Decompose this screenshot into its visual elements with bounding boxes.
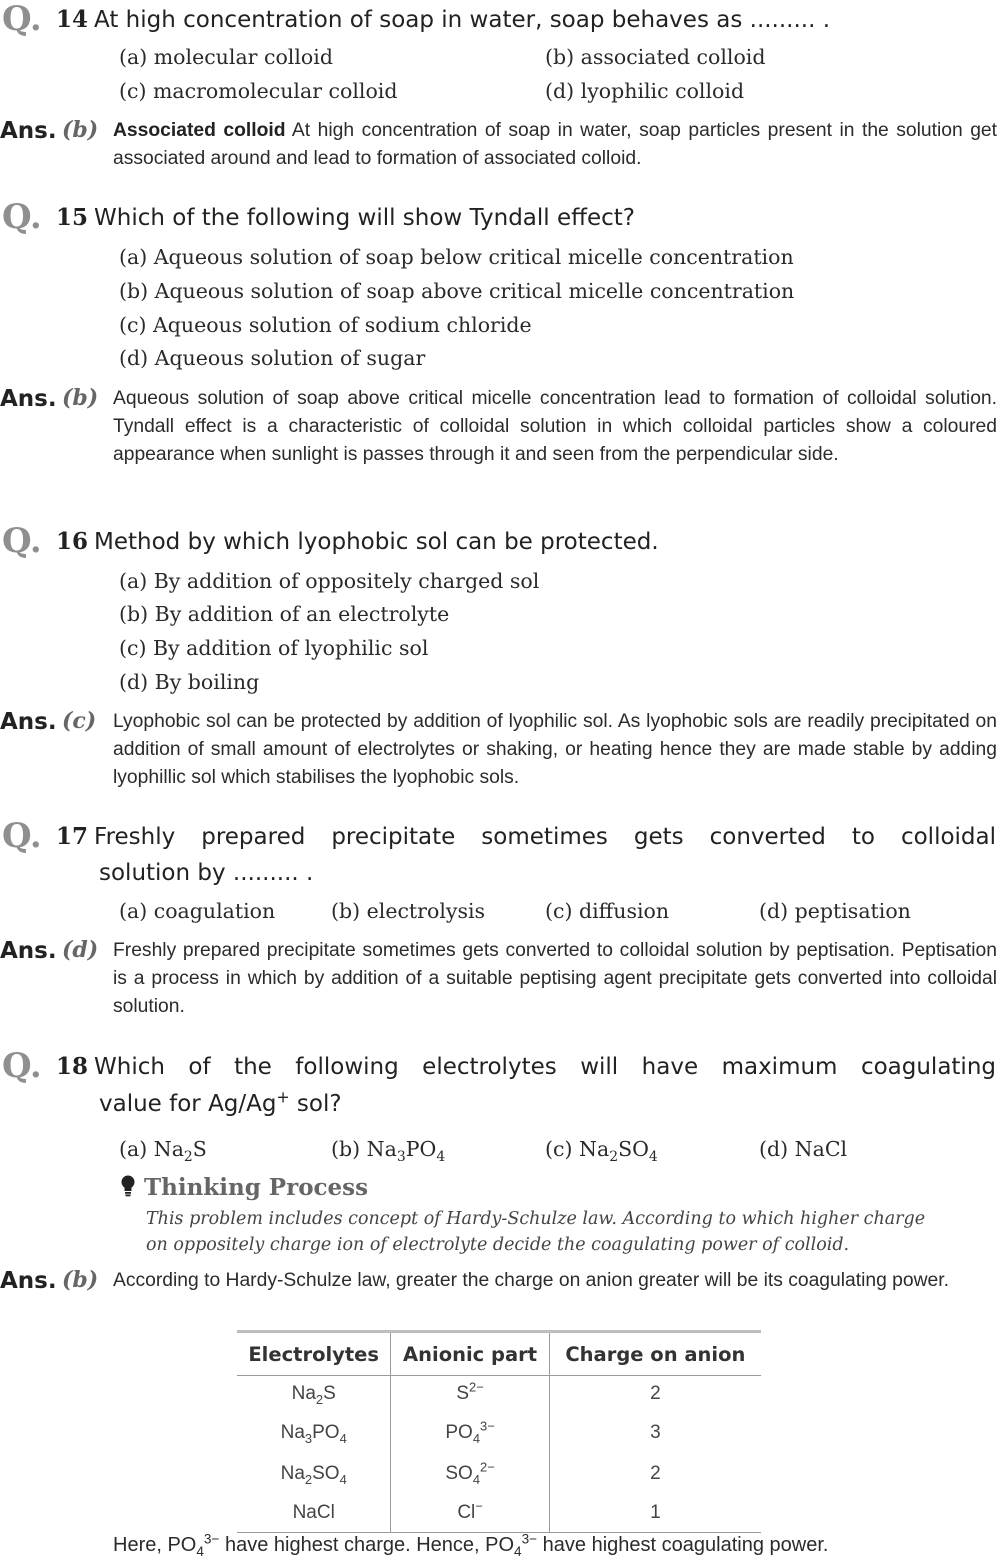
answer-label: Ans. <box>0 118 57 144</box>
question-text: At high concentration of soap in water, soap behaves as ......... . <box>94 7 831 33</box>
formula-part: Na <box>366 1137 397 1161</box>
thinking-title: Thinking Process <box>144 1174 369 1201</box>
option-label: (a) <box>119 1137 148 1161</box>
charge-cell: 2 <box>549 1454 761 1494</box>
question-number: 18 <box>56 1053 89 1080</box>
formula-part: S <box>192 1137 207 1161</box>
question-q18-line1 <box>56 1049 996 1085</box>
subscript: 4 <box>436 1149 446 1166</box>
subscript: 4 <box>648 1149 658 1166</box>
option-c: (c) By addition of lyophilic sol <box>119 636 429 660</box>
option-d <box>759 1132 847 1166</box>
answer-text-q18: According to Hardy-Schulze law, greater the charge on anion greater will be its coagulating power. <box>113 1270 949 1291</box>
question-mark-q14: Q. <box>2 0 42 39</box>
question-text: Which of the following electrolytes will have maximum coagulating <box>94 1054 996 1080</box>
option-a: (a) coagulation <box>119 899 276 923</box>
option-label: (b) <box>331 1137 361 1161</box>
option-d: (d) Aqueous solution of sugar <box>119 346 426 370</box>
column-header: Charge on anion <box>549 1332 761 1376</box>
electrolyte-cell: $Na_2SO_4$ <box>280 1463 347 1487</box>
question-text: Method by which lyophobic sol can be protected. <box>94 529 659 555</box>
option-d: (d) By boiling <box>119 670 260 694</box>
column-header: Electrolytes <box>237 1332 391 1376</box>
question-mark-q16: Q. <box>2 521 42 561</box>
question-number: 17 <box>56 823 89 850</box>
option-c: (c) diffusion <box>545 899 670 923</box>
answer-letter: (b) <box>62 117 99 143</box>
answer-letter: (d) <box>62 937 99 963</box>
option-a: (a) By addition of oppositely charged sol <box>119 569 540 593</box>
question-number: 15 <box>56 204 89 231</box>
anion-cell: Cl− <box>391 1494 549 1533</box>
option-b <box>331 1132 445 1166</box>
subscript: 2 <box>609 1149 619 1166</box>
question-q14 <box>56 2 996 38</box>
option-a: (a) Aqueous solution of soap below critical micelle concentration <box>119 245 794 269</box>
electrolytes-table <box>237 1330 761 1533</box>
option-c: (c) Aqueous solution of sodium chloride <box>119 313 532 337</box>
option-c <box>545 1132 658 1166</box>
table-row <box>237 1376 761 1413</box>
column-header: Anionic part <box>391 1332 549 1376</box>
option-b: (b) Aqueous solution of soap above critical micelle concentration <box>119 279 795 303</box>
question-mark-q18: Q. <box>2 1046 42 1086</box>
answer-text-q16: Lyophobic sol can be protected by addition of lyophilic sol. As lyophobic sols are readily precipitated on addition of small amount of electrolytes or shaking, or heating hence they are made stable by adding lyophillic sol which stabilises the lyophobic sols. <box>113 711 997 788</box>
answer-body: At high concentration of soap in water, soap particles present in the solution get associated around and lead to formation of associated colloid. <box>113 120 998 169</box>
electrolyte-cell: NaCl <box>237 1494 391 1533</box>
subscript: 3 <box>396 1149 406 1166</box>
option-c: (c) macromolecular colloid <box>119 79 398 103</box>
table-row <box>237 1494 761 1533</box>
electrolyte-cell: $Na_2S$ <box>291 1383 336 1407</box>
option-label: (d) <box>759 1137 789 1161</box>
question-text: Freshly prepared precipitate sometimes gets converted to colloidal <box>94 824 996 850</box>
answer-letter: (b) <box>62 1267 99 1293</box>
question-text-part: value for Ag/Ag <box>99 1091 277 1117</box>
question-mark-q17: Q. <box>2 816 42 856</box>
question-number: 16 <box>56 528 89 555</box>
answer-letter: (b) <box>62 385 99 411</box>
formula-part: Na <box>153 1137 184 1161</box>
electrolyte-cell: $Na_3PO_4$ <box>280 1422 347 1446</box>
answer-label: Ans. <box>0 386 57 412</box>
question-q18-line2 <box>99 1086 996 1122</box>
formula-part: PO <box>405 1137 437 1161</box>
table-header-row <box>237 1332 761 1376</box>
answer-label: Ans. <box>0 1268 57 1294</box>
anion-cell: $S^{2-}$ <box>391 1376 549 1413</box>
question-mark-q15: Q. <box>2 197 42 237</box>
charge-cell: 2 <box>549 1376 761 1413</box>
option-a: (a) molecular colloid <box>119 45 333 69</box>
superscript: + <box>276 1087 290 1107</box>
question-q17-line2: solution by ......... . <box>99 860 314 886</box>
option-d: (d) lyophilic colloid <box>545 79 745 103</box>
charge-cell: 1 <box>549 1494 761 1533</box>
option-b: (b) electrolysis <box>331 899 486 923</box>
option-d: (d) peptisation <box>759 899 911 923</box>
thinking-text: This problem includes concept of Hardy-Schulze law. According to which higher charge on oppositely charge ion of electrolyte decide the coagulating power of colloid. <box>146 1209 926 1255</box>
option-b: (b) By addition of an electrolyte <box>119 602 450 626</box>
answer-label: Ans. <box>0 709 57 735</box>
formula-part: NaCl <box>794 1137 848 1161</box>
charge-cell: 3 <box>549 1412 761 1454</box>
question-text-part: sol? <box>289 1091 342 1117</box>
option-a <box>119 1132 207 1166</box>
table-row <box>237 1454 761 1494</box>
subscript: 2 <box>183 1149 193 1166</box>
option-b: (b) associated colloid <box>545 45 766 69</box>
formula-part: Na <box>579 1137 610 1161</box>
answer-letter: (c) <box>62 708 97 734</box>
table-row <box>237 1412 761 1454</box>
answer-text-q17: Freshly prepared precipitate sometimes gets converted to colloidal solution by peptisation. Peptisation is a process in which by addition of a suitable peptising agent precipitate gets converted into colloidal solution. <box>113 940 997 1017</box>
question-q16 <box>56 524 996 560</box>
answer-label: Ans. <box>0 938 57 964</box>
option-label: (c) <box>545 1137 573 1161</box>
anion-cell: $PO_4^{3-}$ <box>391 1412 549 1454</box>
answer-text-q14 <box>113 117 997 173</box>
lightbulb-icon <box>120 1175 136 1197</box>
question-text: Which of the following will show Tyndall effect? <box>94 205 636 231</box>
anion-cell: $SO_4^{2-}$ <box>391 1454 549 1494</box>
question-q17-line1 <box>56 819 996 855</box>
answer-text-q15: Aqueous solution of soap above critical micelle concentration lead to formation of colloidal solution. Tyndall effect is a characteristic of colloidal solution in which colloidal particles show a coloured appearance when sunlight is passes through it and seen from the perpendicular side. <box>113 388 997 465</box>
question-q15 <box>56 200 996 236</box>
thinking-process-heading <box>120 1174 368 1201</box>
formula-part: SO <box>618 1137 649 1161</box>
answer-lead: Associated colloid <box>113 120 286 141</box>
question-number: 14 <box>56 6 89 33</box>
conclusion-text: Here, $PO_4^{3-}$ have highest charge. Hence, $PO_4^{3-}$ have highest coagulating power. <box>113 1531 829 1559</box>
